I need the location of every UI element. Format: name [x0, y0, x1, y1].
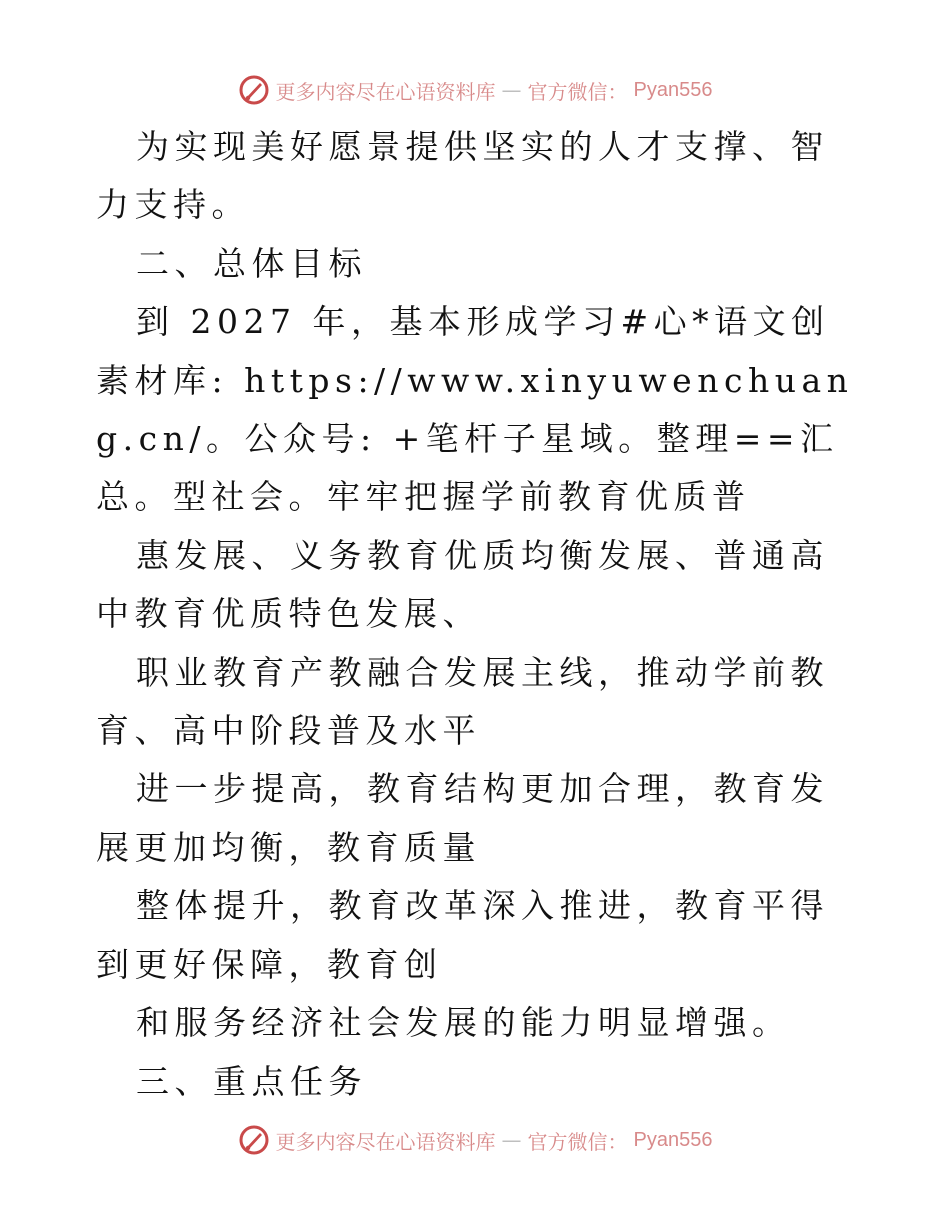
watermark-separator: —: [501, 1128, 522, 1152]
watermark-separator: —: [501, 78, 522, 102]
brush-logo-icon: [238, 74, 270, 106]
paragraph: 到 2027 年，基本形成学习#心*语文创素材库: https://www.xinyuwenchuang.cn/。公众号: +笔杆子星域。整理==汇总。型社会。牢牢把握学前教育优质普: [96, 302, 854, 517]
paragraph: 为实现美好愿景提供坚实的人才支撑、智力支持。: [96, 127, 829, 225]
header-watermark: [0, 70, 950, 110]
footer-watermark: [0, 1120, 950, 1160]
paragraph: 进一步提高，教育结构更加合理，教育发展更加均衡，教育质量: [96, 769, 829, 867]
watermark-text: 更多内容尽在心语资料库: [275, 1129, 496, 1154]
watermark-text: 更多内容尽在心语资料库: [275, 79, 496, 104]
watermark-contact: 官方微信：: [527, 79, 628, 104]
watermark-id: Pyan556: [633, 78, 713, 101]
paragraph: 惠发展、义务教育优质均衡发展、普通高中教育优质特色发展、: [96, 535, 829, 634]
paragraph: 和服务经济社会发展的能力明显增强。: [136, 1003, 791, 1043]
watermark-id: Pyan556: [633, 1128, 713, 1151]
document-body: [96, 118, 856, 1111]
paragraph: 整体提升，教育改革深入推进，教育平得到更好保障，教育创: [96, 886, 829, 984]
watermark-contact: 官方微信：: [527, 1129, 628, 1154]
section-heading: 三、重点任务: [136, 1061, 367, 1101]
section-heading: 二、总体目标: [136, 243, 367, 283]
paragraph: 职业教育产教融合发展主线，推动学前教育、高中阶段普及水平: [96, 652, 829, 751]
brush-logo-icon: [238, 1124, 270, 1156]
